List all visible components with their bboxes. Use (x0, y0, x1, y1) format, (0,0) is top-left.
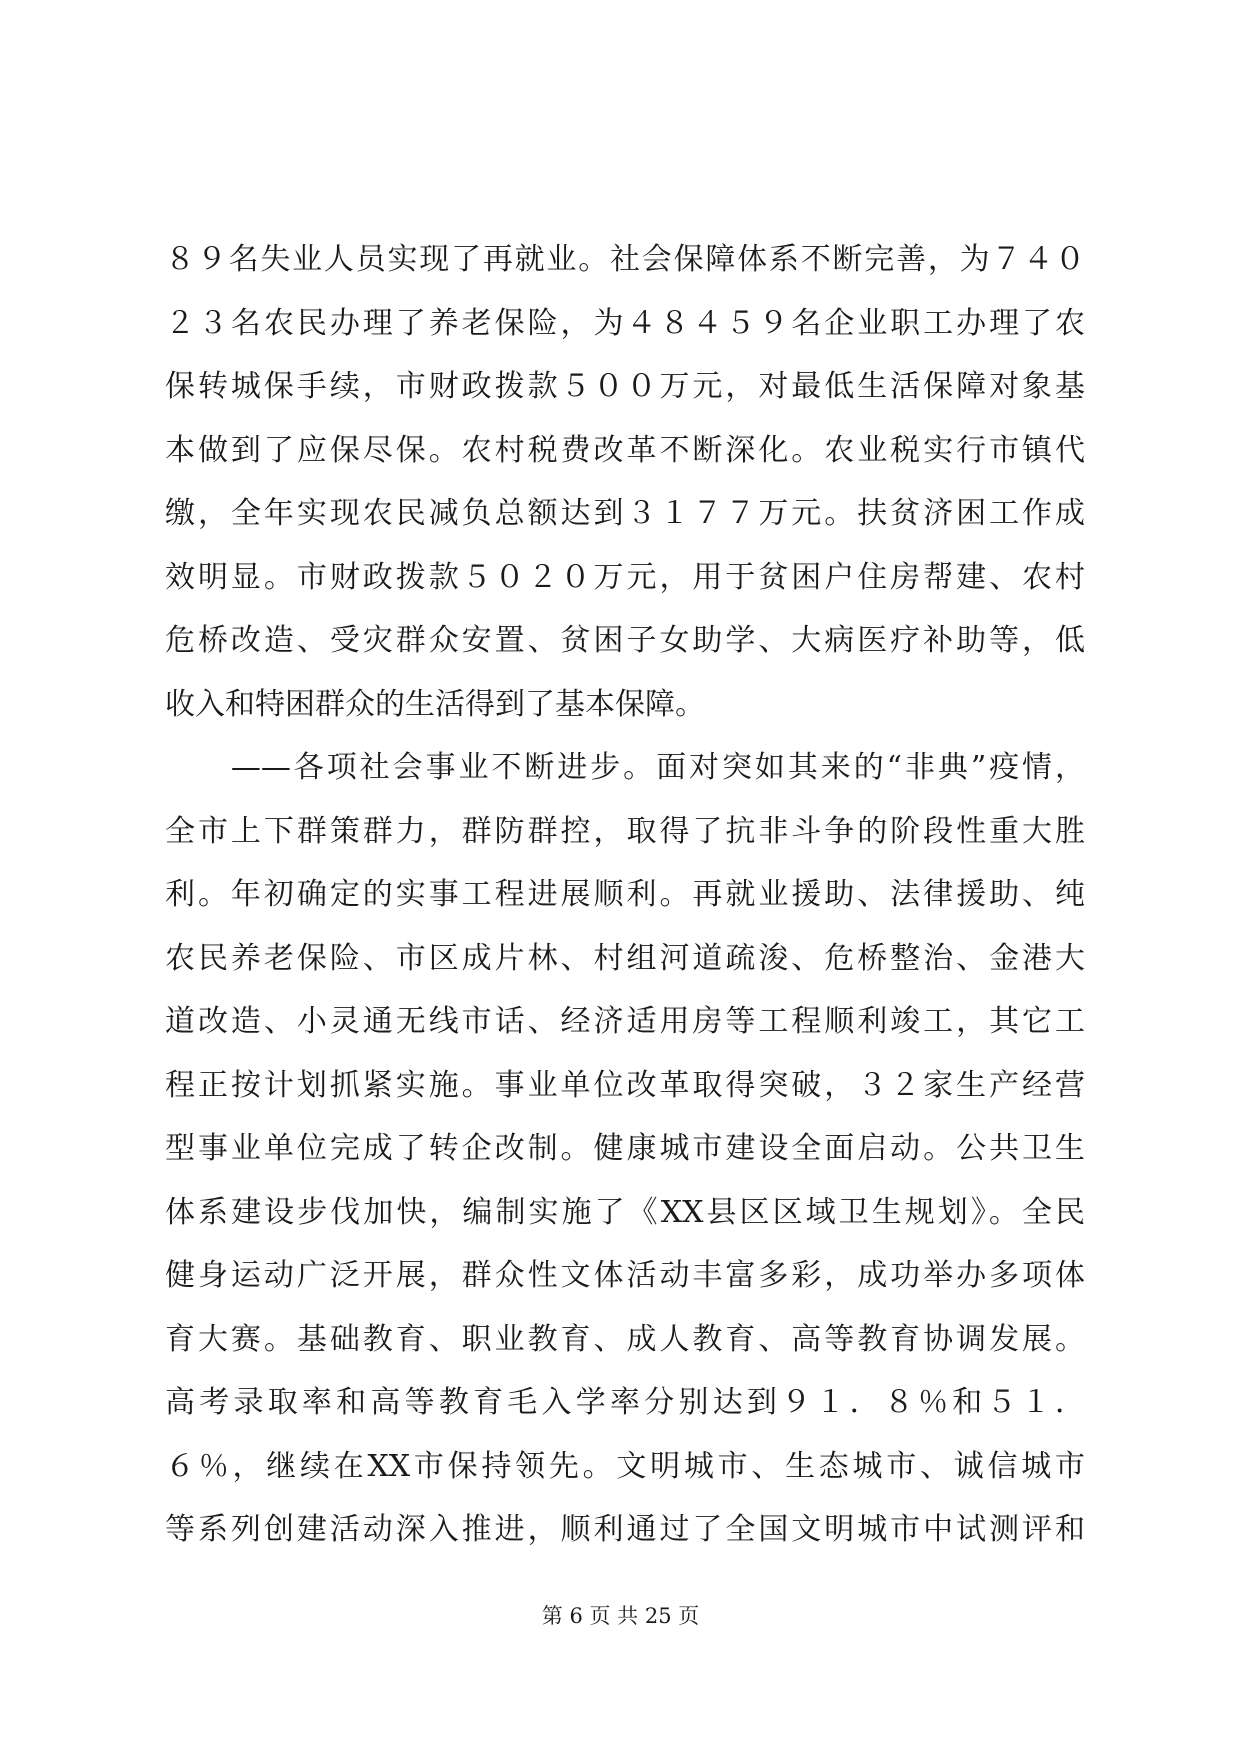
text-line-16: 体系建设步伐加快，编制实施了《XX县区区域卫生规划》。全民 (165, 1194, 1085, 1230)
text-line-4: 本做到了应保尽保。农村税费改革不断深化。农业税实行市镇代 (165, 432, 1085, 468)
text-line-7: 危桥改造、受灾群众安置、贫困子女助学、大病医疗补助等，低 (165, 623, 1085, 658)
text-line-3: 保转城保手续，市财政拨款５００万元，对最低生活保障对象基 (165, 369, 1085, 404)
text-line-18: 育大赛。基础教育、职业教育、成人教育、高等教育协调发展。 (165, 1321, 1085, 1357)
text-line-5: 缴，全年实现农民减负总额达到３１７７万元。扶贫济困工作成 (165, 496, 1085, 531)
text-line-14: 程正按计划抓紧实施。事业单位改革取得突破，３２家生产经营 (165, 1067, 1085, 1103)
text-line-2: ２３名农民办理了养老保险，为４８４５９名企业职工办理了农 (165, 305, 1085, 341)
body-text (165, 228, 1085, 1562)
text-line-13: 道改造、小灵通无线市话、经济适用房等工程顺利竣工，其它工 (165, 1004, 1085, 1039)
text-line-15: 型事业单位完成了转企改制。健康城市建设全面启动。公共卫生 (165, 1131, 1085, 1166)
text-line-21: 等系列创建活动深入推进，顺利通过了全国文明城市中试测评和 (165, 1512, 1085, 1547)
text-line-11: 利。年初确定的实事工程进展顺利。再就业援助、法律援助、纯 (165, 877, 1085, 912)
text-line-17: 健身运动广泛开展，群众性文体活动丰富多彩，成功举办多项体 (165, 1258, 1085, 1293)
text-line-20: ６％，继续在XX市保持领先。文明城市、生态城市、诚信城市 (165, 1448, 1085, 1484)
text-line-10: 全市上下群策群力，群防群控，取得了抗非斗争的阶段性重大胜 (165, 813, 1085, 849)
text-line-12: 农民养老保险、市区成片林、村组河道疏浚、危桥整治、金港大 (165, 940, 1085, 976)
text-line-9: ——各项社会事业不断进步。面对突如其来的“非典”疫情， (165, 750, 1085, 785)
text-line-1: ８９名失业人员实现了再就业。社会保障体系不断完善，为７４０ (165, 242, 1085, 277)
text-line-19: 高考录取率和高等教育毛入学率分别达到９１．８％和５１． (165, 1385, 1085, 1420)
text-line-6: 效明显。市财政拨款５０２０万元，用于贫困户住房帮建、农村 (165, 559, 1085, 595)
page-footer: 第 6 页 共 25 页 (541, 1604, 700, 1628)
text-line-8: 收入和特困群众的生活得到了基本保障。 (165, 686, 705, 722)
